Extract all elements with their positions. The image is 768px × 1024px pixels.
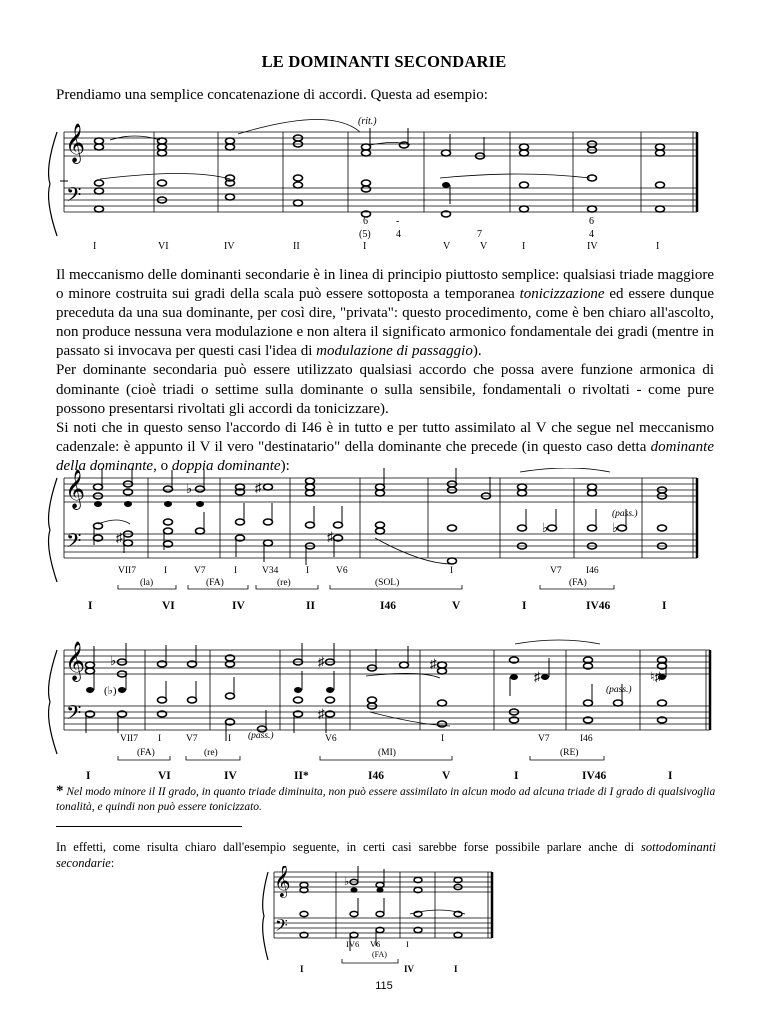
degree: I <box>93 241 97 252</box>
secondary-label: I46 <box>586 566 599 576</box>
flat-icon: ♭ <box>344 876 350 888</box>
secondary-label: V7 <box>550 566 562 576</box>
degree: I <box>86 770 91 782</box>
degree: IV <box>587 241 598 252</box>
secondary-label: IV6 <box>346 939 360 949</box>
figure-6: 6 <box>589 216 594 227</box>
flat-icon: ♭ <box>612 520 619 535</box>
secondary-label: V34 <box>262 566 279 576</box>
degree: I46 <box>368 770 384 782</box>
secondary-label: V7 <box>538 734 550 744</box>
text-run: ). <box>472 343 482 360</box>
degree: I <box>88 600 93 612</box>
key-label: (SOL) <box>375 578 400 588</box>
key-label: (RE) <box>560 748 579 758</box>
key-label: (re) <box>204 748 218 758</box>
natural-sharp-icon: ♮♯ <box>650 669 662 684</box>
separator-rule <box>56 826 242 827</box>
key-label: (FA) <box>206 578 224 588</box>
degree-row <box>88 600 667 612</box>
body-paragraph <box>56 266 714 476</box>
sharp-icon: ♯ <box>534 669 541 684</box>
secondary-row <box>118 566 599 576</box>
degree: VI <box>162 600 175 612</box>
paragraph-1 <box>56 266 714 361</box>
music-example-3 <box>0 630 768 782</box>
emphasis: modulazione di passaggio <box>316 343 473 360</box>
key-brackets <box>118 756 604 760</box>
emphasis: dominante della dominante <box>56 438 714 474</box>
degree: IV <box>224 241 235 252</box>
degree-row <box>86 770 673 782</box>
secondary-label: VII7 <box>118 566 136 576</box>
text-run: In effetti, come risulta chiaro dall'esempio seguente, in certi casi sarebbe forse possibile parlare anche di <box>56 840 641 854</box>
degree: VI <box>158 241 169 252</box>
degree: I <box>363 241 367 252</box>
figure-7: 7 <box>477 229 482 240</box>
key-label: (FA) <box>569 578 587 588</box>
pass-marking: (pass.) <box>606 685 632 695</box>
key-label: (FA) <box>372 950 387 959</box>
footnote <box>56 784 716 815</box>
treble-clef-icon: 𝄞 <box>274 866 291 897</box>
emphasis: sottodominanti secondarie <box>56 840 716 870</box>
degree: V <box>443 241 451 252</box>
sharp-icon: ♯ <box>318 654 325 669</box>
degree: IV46 <box>582 770 607 782</box>
secondary-label: V7 <box>194 566 206 576</box>
degree: I <box>668 770 673 782</box>
degree-row <box>93 241 659 252</box>
secondary-row <box>120 734 593 744</box>
bass-clef-icon: 𝄢 <box>275 917 288 939</box>
degree: IV46 <box>586 600 611 612</box>
key-label: (MI) <box>378 748 396 758</box>
secondary-label: V6 <box>325 734 337 744</box>
figure-5: (5) <box>359 229 371 240</box>
intro-text: Prendiamo una semplice concatenazione di accordi. Questa ad esempio: <box>56 87 488 103</box>
flat-icon: ♭ <box>542 520 549 535</box>
emphasis: tonicizzazione <box>519 286 605 303</box>
degree: VI <box>158 770 171 782</box>
key-brackets <box>118 585 614 589</box>
page-number: 115 <box>375 980 393 992</box>
text-run: ed essere dunque preceduta da una sua dominante, per così dire, "privata": questo procedimento, come è ben chiaro all'ascolto, non produce nessuna vera modulazione e non altera il significato armonico fondamentale dei gradi (mentre in passato si invocava per questi casi l'idea di <box>56 286 714 360</box>
footnote-text: Nel modo minore il II grado, in quanto triade diminuita, non può essere assimilato in alcun modo ad alcuna triade di I grado di qualsivoglia tonalità, e quindi non può essere tonicizzato. <box>56 786 716 813</box>
footnote-star: * <box>56 783 64 799</box>
degree: IV <box>232 600 245 612</box>
degree-row <box>300 964 458 974</box>
rit-marking: (rit.) <box>358 116 377 127</box>
degree: V <box>480 241 488 252</box>
degree: I <box>522 241 526 252</box>
degree: I <box>514 770 519 782</box>
secondary-label: I <box>450 566 454 576</box>
bass-staff <box>64 188 697 212</box>
secondary-label: V6 <box>336 566 348 576</box>
key-row <box>137 747 578 758</box>
key-label: (re) <box>277 578 291 588</box>
secondary-label: I46 <box>580 734 593 744</box>
secondary-label: V7 <box>186 734 198 744</box>
degree: II* <box>294 770 309 782</box>
secondary-label: I <box>441 734 445 744</box>
flat-icon: ♭ <box>186 481 193 496</box>
degree: I <box>662 600 667 612</box>
secondary-label: I <box>306 566 310 576</box>
music-example-4 <box>260 866 500 978</box>
treble-clef-icon: 𝄞 <box>65 643 86 680</box>
pass-marking: (pass.) <box>248 731 274 741</box>
degree: IV <box>224 770 237 782</box>
degree: V <box>452 600 461 612</box>
key-bracket <box>342 959 398 963</box>
bass-clef-icon: 𝄢 <box>66 531 82 557</box>
degree: IV <box>404 964 415 974</box>
secondary-label: V6 <box>370 939 381 949</box>
degree: I <box>454 964 458 974</box>
text-run: Il meccanismo delle dominanti secondarie è in linea di principio piuttosto semplice: qualsiasi triade maggiore o minore costruita sui gradi della scala può essere sottoposta a temporanea <box>56 267 714 303</box>
secondary-label: I <box>406 939 409 949</box>
degree: I46 <box>380 600 396 612</box>
sharp-icon: ♯ <box>430 656 437 671</box>
music-example-2 <box>0 468 768 618</box>
sharp-icon: ♯ <box>116 530 123 545</box>
treble-clef-icon: 𝄞 <box>65 125 86 162</box>
sharp-icon: ♯ <box>255 480 262 495</box>
secondary-label: I <box>164 566 168 576</box>
secondary-label: I <box>234 566 238 576</box>
figure-6: 6 <box>363 216 368 227</box>
pass-marking: (pass.) <box>612 509 638 519</box>
key-label: (la) <box>140 578 154 588</box>
secondary-label: I <box>158 734 162 744</box>
bass-clef-icon: 𝄢 <box>66 185 82 211</box>
secondary-label: VII7 <box>120 734 138 744</box>
sharp-icon: ♯ <box>318 706 325 721</box>
figure-4: 4 <box>589 229 594 240</box>
emphasis: doppia dominante <box>171 457 281 474</box>
music-example-1 <box>0 110 768 260</box>
degree: I <box>656 241 660 252</box>
flat-icon: (♭) <box>104 685 117 697</box>
figure-dash: - <box>396 216 400 227</box>
paragraph-2: Per dominante secondaria può essere utilizzato qualsiasi accordo che possa avere funzione armonica di dominante (cioè triadi o settime sulla dominante o sulla sensibile, fondamentali o rivoltati - come pure possono presentarsi rivoltati gli accordi da tonicizzare). <box>56 362 714 417</box>
text-run: : <box>110 855 115 870</box>
text-run: ): <box>280 457 290 474</box>
text-run: Si noti che in questo senso l'accordo di I46 è in tutto e per tutto assimilato al V che segue nel meccanismo cadenzale: è appunto il V il vero "destinatario" della dominante che precede (in questo caso detta <box>56 419 714 455</box>
flat-icon: ♭ <box>110 653 117 668</box>
degree: II <box>306 600 315 612</box>
text-run: , o <box>153 457 172 474</box>
secondary-label: I <box>228 734 232 744</box>
degree: II <box>293 241 300 252</box>
degree: I <box>522 600 527 612</box>
degree: I <box>300 964 304 974</box>
secondary-row <box>346 939 409 949</box>
figure-4: 4 <box>396 229 401 240</box>
figured-bass <box>359 216 594 240</box>
page-title: LE DOMINANTI SECONDARIE <box>261 52 507 71</box>
bass-clef-icon: 𝄢 <box>66 703 82 729</box>
key-row <box>140 577 587 588</box>
treble-clef-icon: 𝄞 <box>65 471 86 508</box>
key-label: (FA) <box>137 748 155 758</box>
sharp-icon: ♯ <box>327 529 334 544</box>
degree: V <box>442 770 451 782</box>
